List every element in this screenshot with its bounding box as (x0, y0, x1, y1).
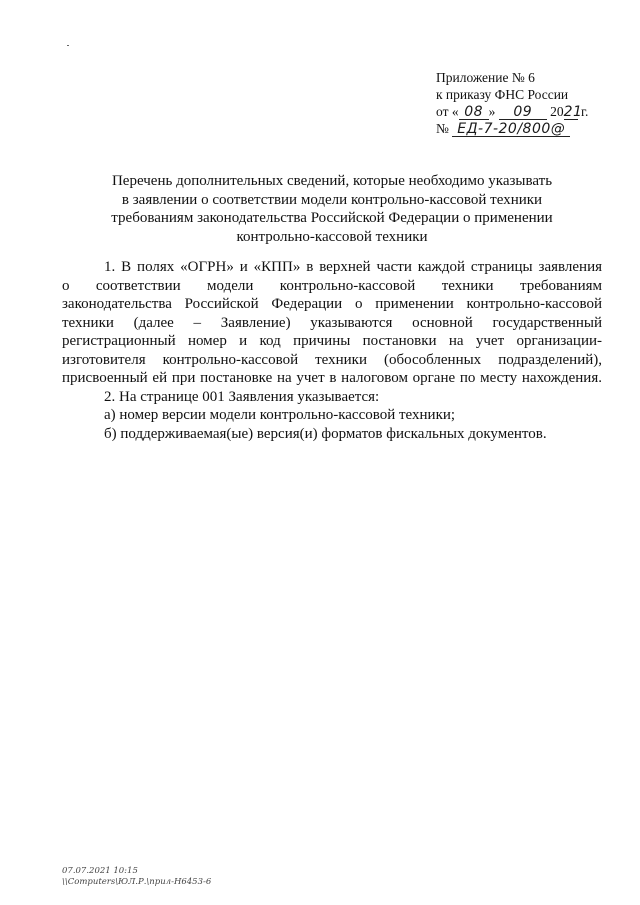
order-reference: к приказу ФНС России (436, 87, 569, 102)
paragraph-1-line: 1. В полях «ОГРН» и «КПП» в верхней части каждой страницы заявления (104, 259, 602, 275)
paragraph-1-line: законодательства Российской Федерации о применении контрольно-кассовой (62, 296, 602, 312)
date-prefix: от « (436, 104, 459, 119)
paragraph-1-line: регистрационный номер и код причины постановки на учет организации- (62, 333, 602, 349)
date-year-field (563, 104, 583, 120)
print-stamp (62, 866, 211, 888)
print-timestamp: 07.07.2021 10:15 (62, 866, 138, 876)
date-month-field (499, 105, 547, 120)
title-line: контрольно-кассовой техники (236, 228, 428, 245)
order-date (436, 103, 626, 120)
paragraph-2: 2. На странице 001 Заявления указывается: (104, 388, 380, 405)
list-item-b: б) поддерживаемая(ые) версия(и) форматов фискальных документов. (104, 425, 547, 442)
date-suffix: г. (580, 104, 589, 119)
number-prefix: № (436, 121, 449, 136)
date-mid: » (488, 104, 496, 119)
date-day-handwritten: 08 (464, 104, 484, 120)
title-line: требованиям законодательства Российской Федерации о применении (111, 210, 553, 226)
appendix-header (436, 69, 626, 137)
document-body (62, 258, 602, 443)
number-handwritten: ЕД-7-20/800@ (457, 121, 566, 137)
title-line: в заявлении о соответствии модели контрольно-кассовой техники (121, 191, 543, 208)
order-number (436, 120, 626, 137)
paragraph-1-line: изготовителя контрольно-кассовой техники (обособленных подразделений), (62, 351, 602, 368)
paragraph-1-line: присвоенный ей при постановке на учет в налоговом органе по месту нахождения. (62, 370, 602, 386)
scan-speck (67, 45, 69, 46)
paragraph-1-line: техники (далее – Заявление) указываются основной государственный (62, 314, 602, 331)
date-year-handwritten: 21 (563, 104, 583, 120)
date-year-prefix: 20 (550, 104, 564, 119)
file-path: \\Сomputers\ЮЛ.Р.\прил-Н6453-6 (62, 877, 212, 887)
paragraph-1-line: о соответствии модели контрольно-кассовой техники требованиям (62, 277, 602, 294)
title-line: Перечень дополнительных сведений, которые необходимо указывать (111, 173, 553, 189)
date-month-handwritten: 09 (513, 104, 533, 120)
date-day-field (459, 105, 489, 120)
list-item-a: а) номер версии модели контрольно-кассовой техники; (104, 407, 456, 423)
document-title (62, 172, 602, 246)
appendix-number: Приложение № 6 (436, 70, 535, 85)
number-field (452, 122, 570, 137)
